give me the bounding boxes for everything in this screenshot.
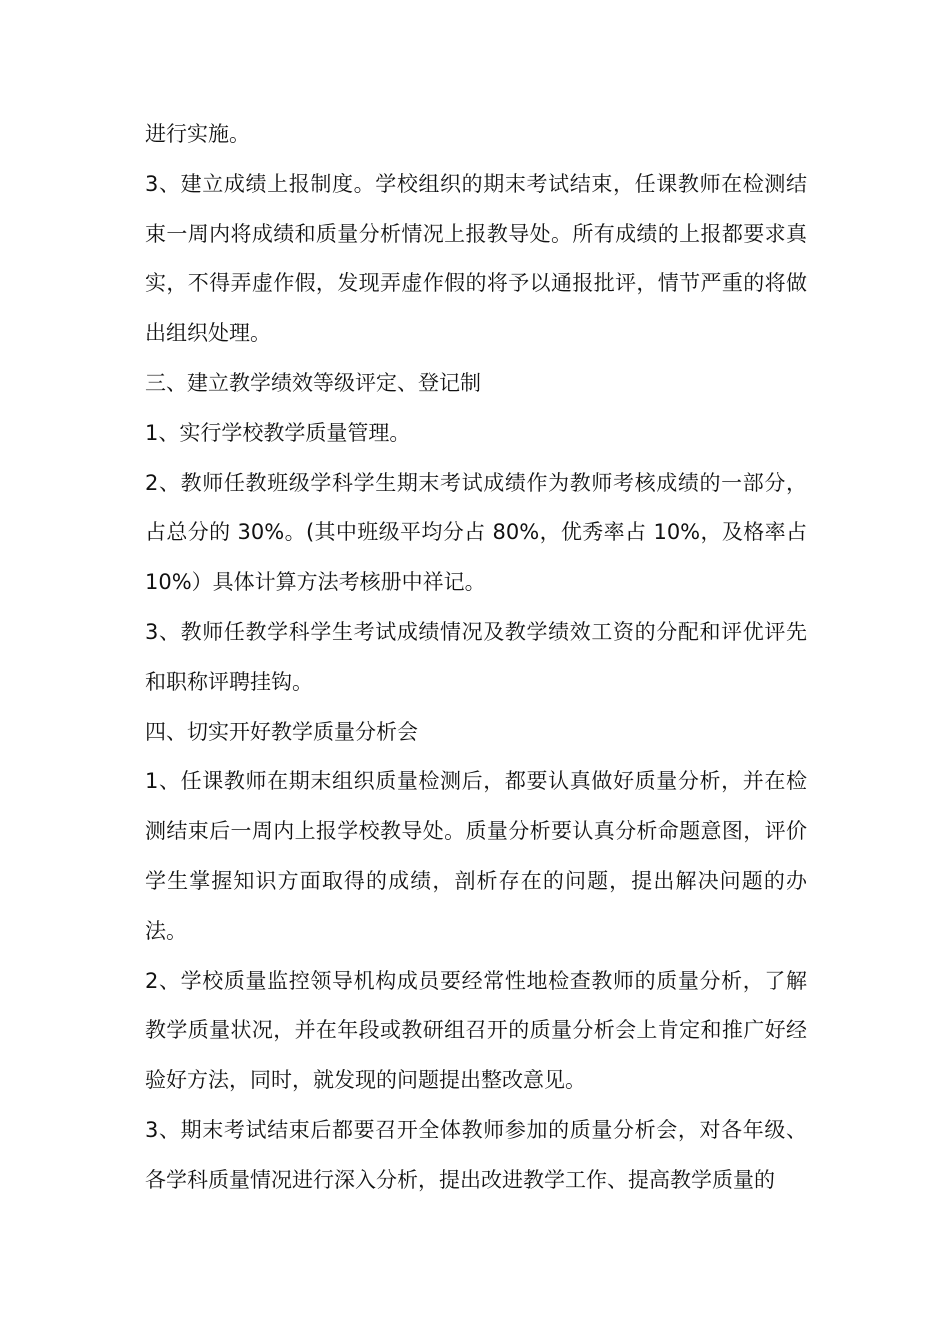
paragraph-teacher-analysis: 1、任课教师在期末组织质量检测后，都要认真做好质量分析，并在检测结束后一周内上报学校教导处。质量分析要认真分析命题意图，评价学生掌握知识方面取得的成绩，剖析存在的问题，提出解决问题的办法。 — [145, 769, 807, 943]
section-heading-three: 三、建立教学绩效等级评定、登记制 — [145, 370, 481, 395]
paragraph-analysis-meeting: 3、期末考试结束后都要召开全体教师参加的质量分析会，对各年级、各学科质量情况进行深入分析，提出改进教学工作、提高教学质量的 — [145, 1117, 807, 1192]
paragraph-leadership-inspection: 2、学校质量监控领导机构成员要经常性地检查教师的质量分析，了解教学质量状况，并在年段或教研组召开的质量分析会上肯定和推广好经验好方法，同时，就发现的问题提出整改意见。 — [145, 968, 807, 1093]
paragraph-performance-linkage: 3、教师任教学科学生考试成绩情况及教学绩效工资的分配和评优评先和职称评聘挂钩。 — [145, 619, 807, 694]
document-body — [145, 110, 807, 1206]
section-heading-four: 四、切实开好教学质量分析会 — [145, 719, 418, 744]
paragraph-exam-score-weight: 2、教师任教班级学科学生期末考试成绩作为教师考核成绩的一部分，占总分的 30%。(其中班级平均分占 80%，优秀率占 10%，及格率占 10%）具体计算方法考核册中祥记。 — [145, 470, 807, 595]
paragraph-quality-management: 1、实行学校教学质量管理。 — [145, 420, 411, 445]
paragraph-score-reporting: 3、建立成绩上报制度。学校组织的期末考试结束，任课教师在检测结束一周内将成绩和质量分析情况上报教导处。所有成绩的上报都要求真实，不得弄虚作假，发现弄虚作假的将予以通报批评，情节严重的将做出组织处理。 — [145, 171, 807, 346]
paragraph-implementation-end: 进行实施。 — [145, 122, 250, 146]
